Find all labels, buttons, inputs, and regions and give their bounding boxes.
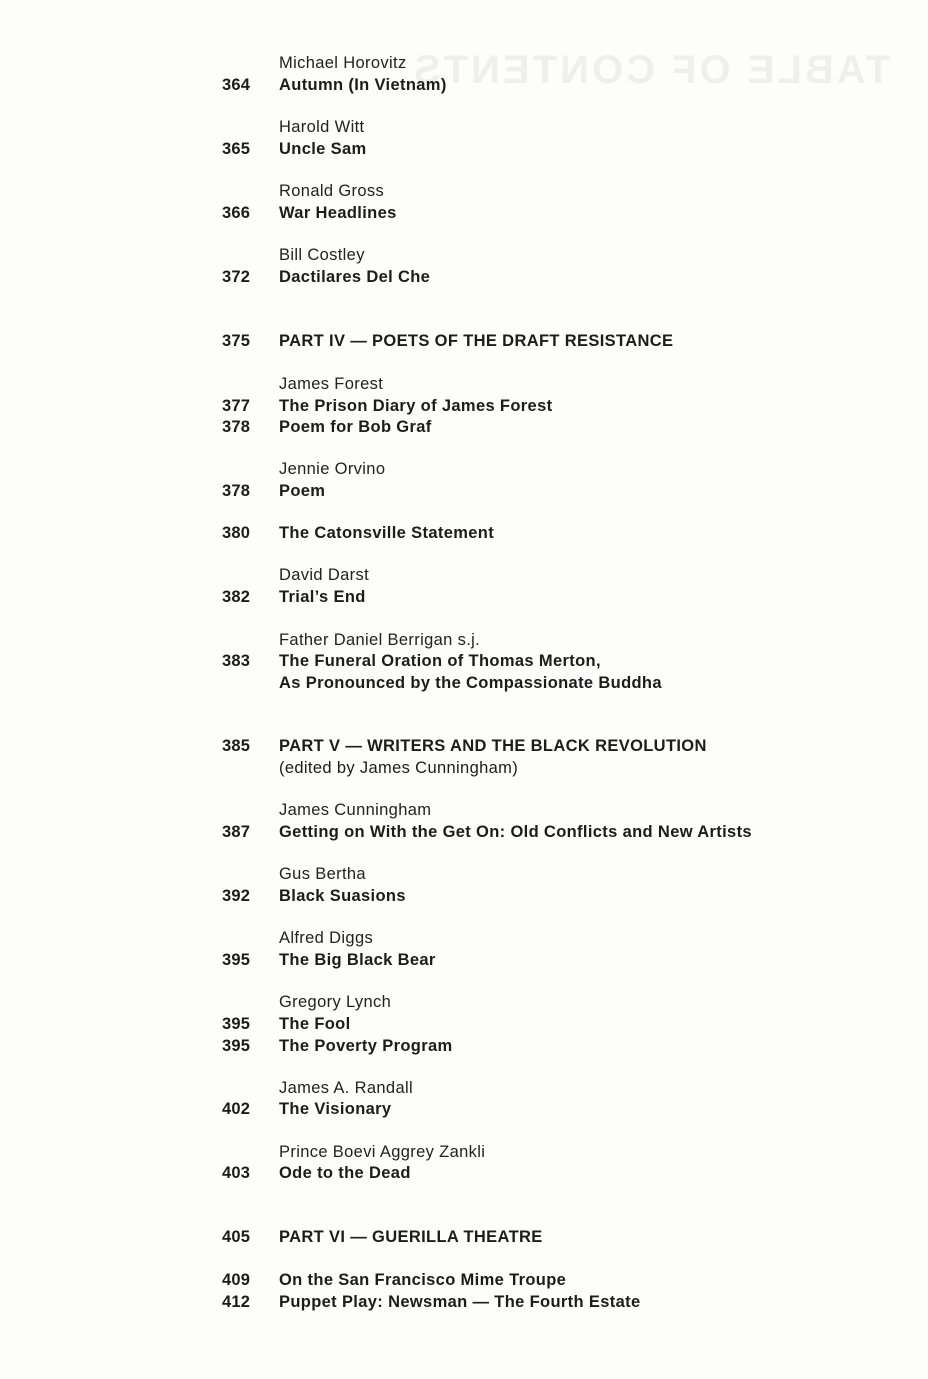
page-number: 364 (222, 76, 251, 94)
toc-title: Dactilares Del Che (279, 268, 431, 286)
toc-title: Getting on With the Get On: Old Conflicts and New Artists (279, 823, 752, 841)
toc-title: The Fool (279, 1015, 351, 1033)
toc-title: The Visionary (279, 1100, 392, 1118)
toc-author: Gregory Lynch (279, 993, 392, 1011)
toc-title: War Headlines (279, 204, 397, 222)
page-number: 392 (222, 887, 251, 905)
page-number: 365 (222, 140, 251, 158)
toc-part: PART V — WRITERS AND THE BLACK REVOLUTION (279, 737, 707, 755)
page-number: 395 (222, 951, 251, 969)
page-number: 409 (222, 1271, 251, 1289)
toc-author: James Forest (279, 375, 384, 393)
toc-author: Alfred Diggs (279, 929, 374, 947)
page-number: 382 (222, 588, 251, 606)
toc-title: Autumn (In Vietnam) (279, 76, 447, 94)
toc-title: Trial’s End (279, 588, 366, 606)
toc-author: Jennie Orvino (279, 460, 386, 478)
toc-title: The Funeral Oration of Thomas Merton, (279, 652, 601, 670)
toc-title: Ode to the Dead (279, 1164, 411, 1182)
toc-author: Ronald Gross (279, 182, 385, 200)
toc-author: Michael Horovitz (279, 54, 407, 72)
toc-title: The Poverty Program (279, 1037, 453, 1055)
toc-author: David Darst (279, 566, 370, 584)
toc-title: On the San Francisco Mime Troupe (279, 1271, 567, 1289)
toc-author: Father Daniel Berrigan s.j. (279, 631, 481, 649)
page-number: 395 (222, 1015, 251, 1033)
toc-author: Gus Bertha (279, 865, 366, 883)
page-number: 403 (222, 1164, 251, 1182)
toc-title: Poem for Bob Graf (279, 418, 432, 436)
page-number: 378 (222, 418, 251, 436)
toc-author: Harold Witt (279, 118, 365, 136)
toc-title: As Pronounced by the Compassionate Buddha (279, 674, 662, 692)
page-number: 385 (222, 737, 251, 755)
toc-author: James A. Randall (279, 1079, 413, 1097)
toc-author: Bill Costley (279, 246, 365, 264)
toc-note: (edited by James Cunningham) (279, 759, 519, 777)
toc-title: The Catonsville Statement (279, 524, 495, 542)
toc-author: Prince Boevi Aggrey Zankli (279, 1143, 486, 1161)
page-number: 395 (222, 1037, 251, 1055)
page-number: 372 (222, 268, 251, 286)
toc-part: PART IV — POETS OF THE DRAFT RESISTANCE (279, 332, 674, 350)
page-number: 387 (222, 823, 251, 841)
page-number: 405 (222, 1228, 251, 1246)
toc-title: Black Suasions (279, 887, 406, 905)
page-number: 402 (222, 1100, 251, 1118)
page-number: 412 (222, 1293, 251, 1311)
toc-author: James Cunningham (279, 801, 432, 819)
page-number: 377 (222, 397, 251, 415)
page-number: 366 (222, 204, 251, 222)
page-number: 375 (222, 332, 251, 350)
toc-title: The Big Black Bear (279, 951, 436, 969)
toc-title: Puppet Play: Newsman — The Fourth Estate (279, 1293, 641, 1311)
bleed-through-heading: TABLE OF CONTENTS (410, 48, 890, 92)
page-number: 378 (222, 482, 251, 500)
toc-part: PART VI — GUERILLA THEATRE (279, 1228, 543, 1246)
toc-title: Uncle Sam (279, 140, 367, 158)
toc-title: Poem (279, 482, 326, 500)
toc-title: The Prison Diary of James Forest (279, 397, 553, 415)
page-number: 380 (222, 524, 251, 542)
page-number: 383 (222, 652, 251, 670)
